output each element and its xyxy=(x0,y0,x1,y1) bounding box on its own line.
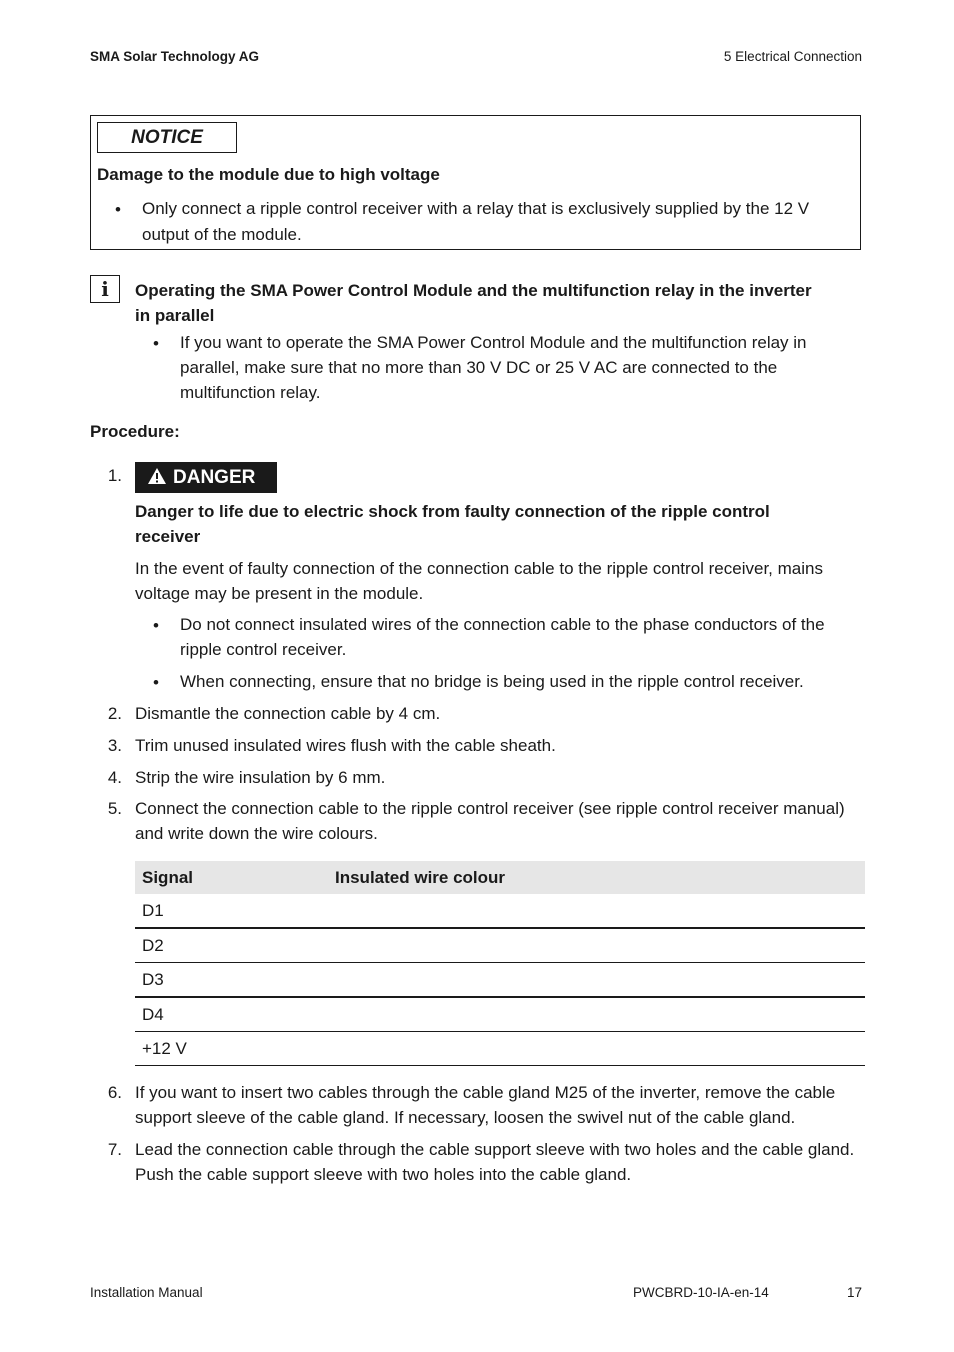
info-title-line1: Operating the SMA Power Control Module and the multifunction relay in the inverter xyxy=(135,281,812,300)
notice-bullet-line1: Only connect a ripple control receiver with a relay that is exclusively supplied by the 12 V xyxy=(142,199,810,218)
section-title: 5 Electrical Connection xyxy=(723,49,862,64)
wire-colour-cell[interactable] xyxy=(328,1032,865,1066)
page-number: 17 xyxy=(846,1285,862,1300)
table-row xyxy=(135,997,865,1032)
footer-doc-code: PWCBRD-10-IA-en-14 xyxy=(633,1285,769,1300)
step-6-line1: If you want to insert two cables through the cable gland M25 of the inverter, remove the cable xyxy=(135,1083,836,1102)
info-bullet-line3: multifunction relay. xyxy=(180,383,321,402)
step-4-number: 4. xyxy=(107,768,122,787)
danger-bullet1-line2: ripple control receiver. xyxy=(180,640,347,659)
procedure-label: Procedure: xyxy=(90,422,180,441)
notice-bullet-line2: output of the module. xyxy=(142,225,302,244)
danger-badge xyxy=(135,462,277,493)
step-5-number: 5. xyxy=(107,799,122,818)
col-signal-header: Signal xyxy=(135,861,328,894)
step-3-number: 3. xyxy=(107,736,122,755)
info-bullet-line2: parallel, make sure that no more than 30 V DC or 25 V AC are connected to the xyxy=(180,358,778,377)
step-4-text: Strip the wire insulation by 6 mm. xyxy=(135,768,386,787)
wire-colour-cell[interactable] xyxy=(328,928,865,963)
signal-wire-table xyxy=(135,861,865,1066)
table-row xyxy=(135,963,865,998)
notice-title: Damage to the module due to high voltage xyxy=(97,165,440,184)
footer-manual: Installation Manual xyxy=(90,1285,203,1300)
step-6-number: 6. xyxy=(107,1083,122,1102)
signal-cell: D3 xyxy=(135,963,328,998)
danger-bullet1-line1: Do not connect insulated wires of the connection cable to the phase conductors of the xyxy=(180,615,825,634)
step-3-text: Trim unused insulated wires flush with the cable sheath. xyxy=(135,736,556,755)
danger-bullet2-dot: • xyxy=(153,673,159,692)
danger-text-line2: voltage may be present in the module. xyxy=(135,584,424,603)
step-2-text: Dismantle the connection cable by 4 cm. xyxy=(135,704,441,723)
step-5-line2: and write down the wire colours. xyxy=(135,824,378,843)
danger-bullet2: When connecting, ensure that no bridge is being used in the ripple control receiver. xyxy=(180,672,804,691)
danger-bullet1-dot: • xyxy=(153,616,159,635)
notice-tag: NOTICE xyxy=(97,122,237,153)
wire-colour-cell[interactable] xyxy=(328,894,865,928)
signal-cell: +12 V xyxy=(135,1032,328,1066)
table-row xyxy=(135,894,865,928)
step-7-number: 7. xyxy=(107,1140,122,1159)
info-bullet-line1: If you want to operate the SMA Power Control Module and the multifunction relay in xyxy=(180,333,807,352)
danger-title-line1: Danger to life due to electric shock from faulty connection of the ripple control xyxy=(135,502,770,521)
company-name: SMA Solar Technology AG xyxy=(90,49,260,64)
table-row xyxy=(135,1032,865,1066)
info-icon: i xyxy=(90,275,120,303)
signal-cell: D1 xyxy=(135,894,328,928)
col-wire-colour-header: Insulated wire colour xyxy=(328,861,865,894)
step-2-number: 2. xyxy=(107,704,122,723)
warning-triangle-icon xyxy=(147,467,167,485)
danger-badge-label: DANGER xyxy=(173,467,256,488)
danger-title-line2: receiver xyxy=(135,527,201,546)
wire-colour-cell[interactable] xyxy=(328,997,865,1032)
signal-cell: D4 xyxy=(135,997,328,1032)
table-row xyxy=(135,928,865,963)
signal-cell: D2 xyxy=(135,928,328,963)
wire-colour-cell[interactable] xyxy=(328,963,865,998)
notice-bullet-dot: • xyxy=(115,200,121,219)
step-5-line1: Connect the connection cable to the ripple control receiver (see ripple control receiver manual) xyxy=(135,799,845,818)
step-6-line2: support sleeve of the cable gland. If necessary, loosen the swivel nut of the cable gland. xyxy=(135,1108,796,1127)
step-7-line2: Push the cable support sleeve with two holes into the cable gland. xyxy=(135,1165,632,1184)
info-title-line2: in parallel xyxy=(135,306,215,325)
step-7-line1: Lead the connection cable through the cable support sleeve with two holes and the cable gland. xyxy=(135,1140,855,1159)
danger-text-line1: In the event of faulty connection of the connection cable to the ripple control receiver, mains xyxy=(135,559,823,578)
info-bullet-dot: • xyxy=(153,334,159,353)
step-1-number: 1. xyxy=(107,466,122,485)
